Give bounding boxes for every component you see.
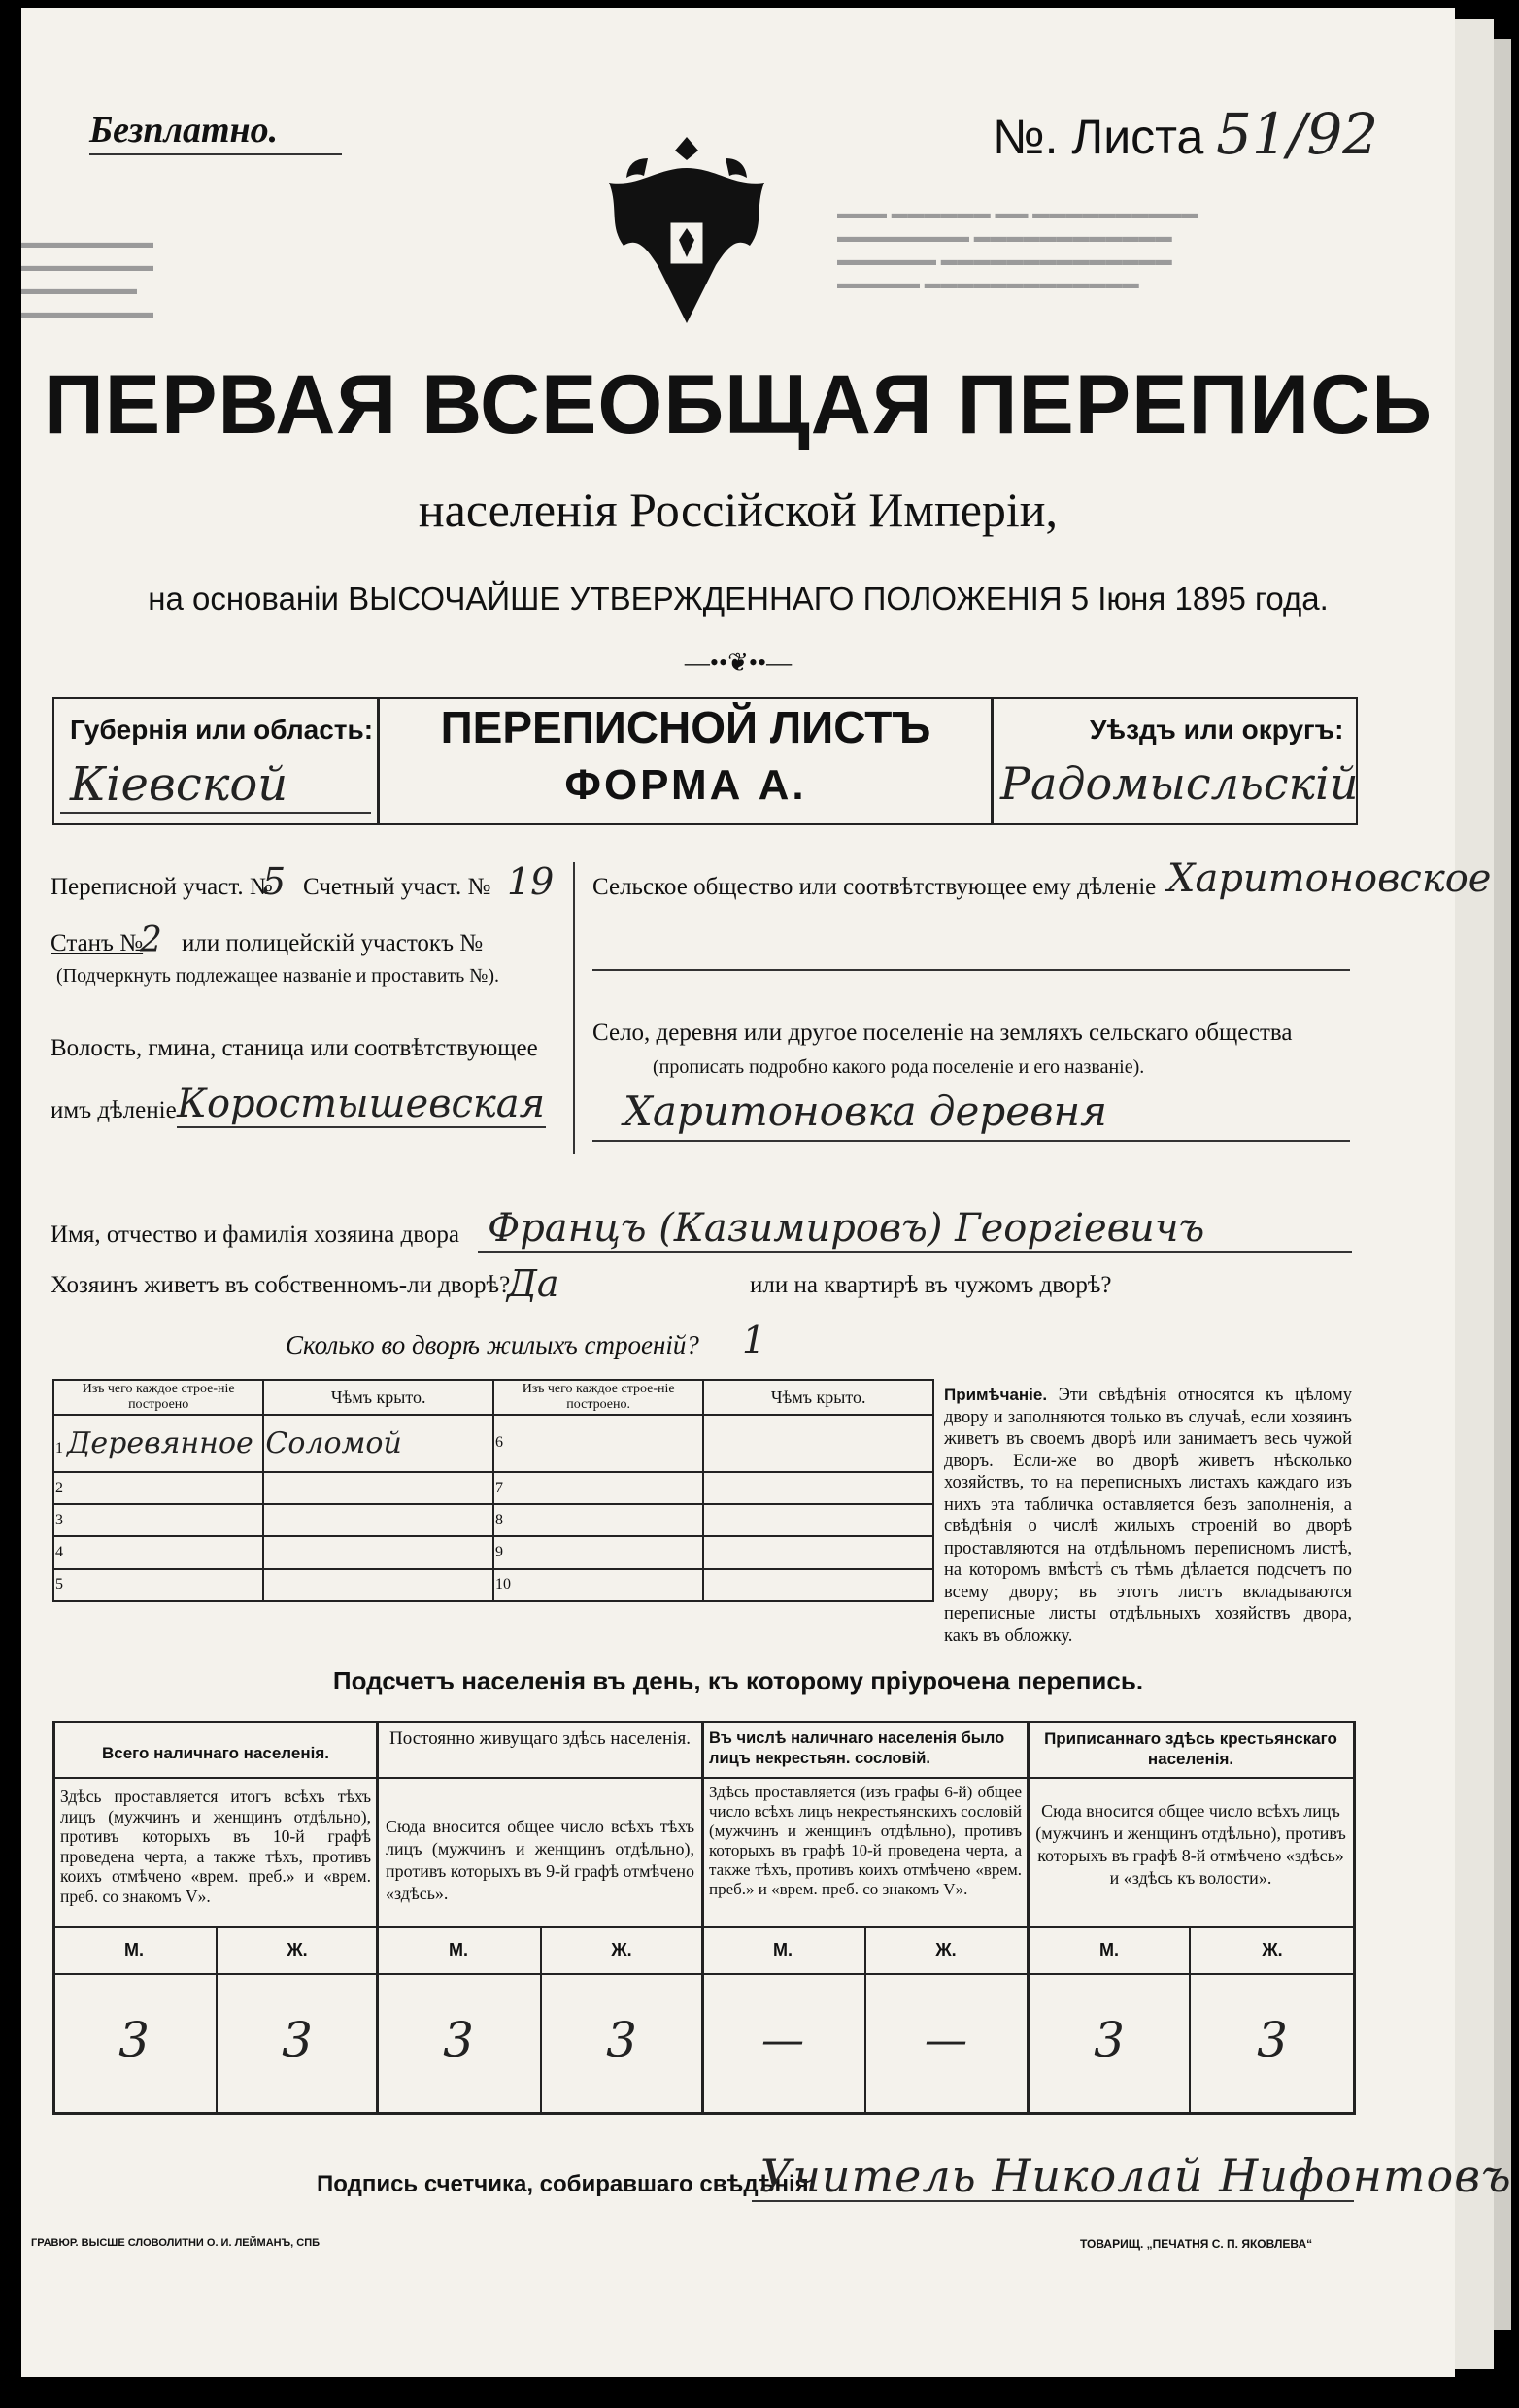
row-number: 2 bbox=[53, 1472, 263, 1504]
row-number: 5 bbox=[53, 1569, 263, 1601]
back-page-edge-2 bbox=[1494, 39, 1511, 2330]
census-sheet bbox=[21, 8, 1512, 2377]
box-divider-1 bbox=[377, 699, 380, 823]
material-value: Деревянное bbox=[67, 1425, 253, 1460]
sheet-number-value: 51/92 bbox=[1216, 101, 1379, 167]
table-row bbox=[53, 1415, 933, 1472]
m-value: 3 bbox=[443, 2012, 474, 2068]
f-value: 3 bbox=[1257, 2012, 1288, 2068]
table-row bbox=[53, 1536, 933, 1568]
count-district-value: 19 bbox=[507, 860, 555, 903]
row-number: 4 bbox=[53, 1536, 263, 1568]
empty-cell bbox=[703, 1415, 933, 1472]
form-subtitle: ФОРМА А. bbox=[564, 761, 807, 809]
row-number: 1 bbox=[55, 1439, 63, 1456]
footer-left: ГРАВЮР. ВЫСШЕ СЛОВОЛИТНИ О. И. ЛЕЙМАНЪ, СПБ bbox=[31, 2237, 321, 2249]
signature-underline bbox=[752, 2200, 1354, 2202]
gubernia-value: Кіевской bbox=[70, 757, 288, 812]
m-value: — bbox=[761, 2016, 804, 2065]
volost-underline bbox=[177, 1126, 546, 1128]
group-head: Всего наличнаго населенія. bbox=[102, 1744, 329, 1762]
row-divider bbox=[52, 1926, 1354, 1928]
village-value: Харитоновка деревня bbox=[624, 1087, 1107, 1135]
empty-cell bbox=[703, 1536, 933, 1568]
society-label: Сельское общество или соотвѣтствующее ему дѣленіе bbox=[592, 874, 1157, 900]
free-label: Безплатно. bbox=[89, 110, 279, 150]
back-page-edge bbox=[1455, 19, 1494, 2369]
census-district-value: 5 bbox=[262, 860, 287, 903]
gubernia-underline bbox=[60, 812, 371, 814]
group-desc: Здѣсь проставляется (изъ графы 6-й) общее число всѣхъ лицъ некрестьянскихъ сословій (мужчинъ и женщинъ отдѣльно), противъ которыхъ въ графѣ 10-й проведена черта, а также тѣхъ, противъ коихъ отмѣчено «врем. преб.» и «врем. преб. со знакомъ V». bbox=[709, 1783, 1022, 1898]
row-number: 10 bbox=[493, 1569, 703, 1601]
owner-label: Имя, отчество и фамилія хозяина двора bbox=[51, 1221, 459, 1248]
f-label: Ж. bbox=[935, 1940, 957, 1959]
group-head: Въ числѣ наличнаго населенія было лицъ некрестьян. сословій. bbox=[709, 1729, 1005, 1767]
group-desc: Сюда вносится общее число всѣхъ лицъ (мужчинъ и женщинъ отдѣльно), противъ которыхъ въ графѣ 8-й отмѣчено «здѣсь» и «здѣсь къ волости». bbox=[1035, 1801, 1346, 1888]
uezd-label: Уѣздъ или округъ: bbox=[1090, 715, 1344, 745]
table-row bbox=[53, 1504, 933, 1536]
form-title: ПЕРЕПИСНОЙ ЛИСТЪ bbox=[440, 702, 931, 752]
empty-cell bbox=[263, 1536, 493, 1568]
note-head: Примѣчаніе. bbox=[944, 1386, 1048, 1404]
empty-cell bbox=[703, 1569, 933, 1601]
row-number: 7 bbox=[493, 1472, 703, 1504]
row-divider bbox=[52, 1777, 1354, 1779]
field-divider bbox=[573, 862, 575, 1154]
f-label: Ж. bbox=[287, 1940, 308, 1959]
row-number: 3 bbox=[53, 1504, 263, 1536]
volost-label-2: имъ дѣленіе bbox=[51, 1097, 177, 1123]
box-divider-2 bbox=[991, 699, 994, 823]
f-value: 3 bbox=[282, 2012, 313, 2068]
row-divider bbox=[52, 1973, 1354, 1975]
empty-cell bbox=[263, 1472, 493, 1504]
rent-label: или на квартирѣ въ чужомъ дворѣ? bbox=[750, 1272, 1112, 1298]
main-title: ПЕРВАЯ ВСЕОБЩАЯ ПЕРЕПИСЬ bbox=[43, 358, 1434, 452]
row-number: 9 bbox=[493, 1536, 703, 1568]
signature-value: Учитель Николай Нифонтовъ bbox=[760, 2150, 1512, 2202]
buildings-value: 1 bbox=[742, 1319, 766, 1361]
footer-right: ТОВАРИЩ. „ПЕЧАТНЯ С. П. ЯКОВЛЕВА“ bbox=[1080, 2237, 1313, 2251]
volost-label: Волость, гмина, станица или соотвѣтствующее bbox=[51, 1035, 538, 1061]
row-number: 8 bbox=[493, 1504, 703, 1536]
society-value: Харитоновское bbox=[1167, 856, 1492, 901]
census-district-label: Переписной участ. № bbox=[51, 874, 273, 900]
col-header-material: Изъ чего каждое строе-ніе построено bbox=[53, 1380, 263, 1415]
stan-value: 2 bbox=[140, 920, 162, 960]
village-label: Село, деревня или другое поселеніе на земляхъ сельскаго общества bbox=[592, 1020, 1293, 1046]
sheet-number-label: №. Листа bbox=[993, 110, 1204, 164]
m-label: М. bbox=[449, 1940, 468, 1959]
ornament: —••❦••— bbox=[684, 649, 793, 677]
basis-line: на основаніи ВЫСОЧАЙШЕ УТВЕРЖДЕННАГО ПОЛОЖЕНІЯ 5 Іюня 1895 года. bbox=[148, 581, 1329, 617]
note-block bbox=[944, 1385, 1352, 1647]
row-number: 6 bbox=[493, 1415, 703, 1472]
group-desc: Сюда вносится общее число всѣхъ тѣхъ лицъ (мужчинъ и женщинъ отдѣльно), противъ которыхъ въ 9-й графѣ отмѣчено «здѣсь». bbox=[386, 1817, 694, 1903]
col-header-roof: Чѣмъ крыто. bbox=[263, 1380, 493, 1415]
signature-label: Подпись счетчика, собиравшаго свѣдѣнія bbox=[317, 2171, 809, 2197]
group-head: Приписаннаго здѣсь крестьянскаго населенія. bbox=[1044, 1729, 1337, 1768]
table-row bbox=[53, 1569, 933, 1601]
volost-value: Коростышевская bbox=[177, 1082, 546, 1126]
empty-cell bbox=[703, 1472, 933, 1504]
gubernia-label: Губернія или область: bbox=[70, 715, 374, 745]
m-label: М. bbox=[124, 1940, 144, 1959]
owner-underline bbox=[478, 1251, 1352, 1253]
subtitle: населенія Россійской Имперіи, bbox=[418, 483, 1059, 537]
empty-cell bbox=[263, 1504, 493, 1536]
table-row bbox=[53, 1472, 933, 1504]
note-text: Эти свѣдѣнія относятся къ цѣлому двору и заполняются только въ случаѣ, если хозяинъ живетъ въ своемъ дворѣ или занимаетъ весь чужой дворъ. Если-же во дворѣ живетъ нѣсколько хозяйствъ, то на переписныхъ листахъ каждаго изъ нихъ эта табличка оставляется безъ заполненія, а свѣдѣнія о числѣ жилыхъ строеній во дворѣ проставляются на отдѣльномъ переписномъ листѣ, на которомъ вмѣстѣ съ тѣмъ дѣлается подсчетъ по всему двору; въ этотъ листъ вкладываются переписные листы отдѣльныхъ хозяйствъ двора, какъ въ обложку. bbox=[944, 1386, 1352, 1646]
police-label: или полицейскій участокъ № bbox=[182, 930, 484, 956]
stan-label: Станъ № bbox=[51, 930, 144, 956]
free-underline bbox=[89, 153, 342, 155]
f-label: Ж. bbox=[611, 1940, 632, 1959]
own-yard-label: Хозяинъ живетъ въ собственномъ-ли дворѣ? bbox=[51, 1272, 511, 1298]
own-yard-value: Да bbox=[507, 1262, 559, 1305]
count-district-label: Счетный участ. № bbox=[303, 874, 491, 900]
f-value: 3 bbox=[606, 2012, 637, 2068]
m-value: 3 bbox=[1094, 2012, 1125, 2068]
uezd-value: Радомысльскій bbox=[1000, 757, 1359, 810]
village-underline bbox=[592, 1140, 1350, 1142]
imperial-eagle-icon bbox=[590, 129, 784, 338]
owner-value: Францъ (Казимировъ) Георгіевичъ bbox=[488, 1206, 1205, 1251]
group-desc: Здѣсь проставляется итогъ всѣхъ тѣхъ лицъ (мужчинъ и женщинъ отдѣльно), противъ которыхъ въ 10-й графѣ проведена черта, а также тѣхъ, противъ коихъ отмѣчено «врем. преб.» и «врем. преб. со знакомъ V». bbox=[60, 1787, 371, 1906]
bleed-through: ▬▬▬▬▬▬▬▬ ▬▬▬▬▬▬▬▬ ▬▬▬▬▬▬▬ ▬▬▬▬▬▬▬▬ bbox=[21, 233, 153, 321]
buildings-label: Сколько во дворѣ жилыхъ строеній? bbox=[286, 1330, 699, 1359]
group-head: Постоянно живущаго здѣсь населенія. bbox=[389, 1728, 691, 1749]
m-value: 3 bbox=[118, 2012, 150, 2068]
m-label: М. bbox=[773, 1940, 793, 1959]
col-header-roof-2: Чѣмъ крыто. bbox=[703, 1380, 933, 1415]
empty-cell bbox=[263, 1569, 493, 1601]
empty-cell bbox=[703, 1504, 933, 1536]
f-label: Ж. bbox=[1262, 1940, 1283, 1959]
roof-value: Соломой bbox=[263, 1415, 493, 1472]
buildings-table bbox=[52, 1379, 934, 1602]
bleed-through-2: ▬▬▬ ▬▬▬▬▬▬ ▬▬ ▬▬▬▬▬▬▬▬▬▬ ▬▬▬▬▬▬▬▬ ▬▬▬▬▬▬▬▬▬▬▬▬ ▬▬▬▬▬▬ ▬▬▬▬▬▬▬▬▬▬▬▬▬▬ ▬▬▬▬▬ ▬▬▬▬▬▬▬▬▬▬▬▬▬ bbox=[837, 204, 1198, 292]
society-underline bbox=[592, 969, 1350, 971]
count-table-title: Подсчетъ населенія въ день, къ которому пріурочена перепись. bbox=[332, 1666, 1144, 1695]
village-note: (прописать подробно какого рода поселеніе и его названіе). bbox=[653, 1056, 1145, 1078]
col-header-material-2: Изъ чего каждое строе-ніе построено. bbox=[493, 1380, 703, 1415]
m-label: М. bbox=[1099, 1940, 1119, 1959]
f-value: — bbox=[925, 2016, 967, 2065]
underline-note: (Подчеркнуть подлежащее названіе и проставить №). bbox=[56, 965, 499, 987]
